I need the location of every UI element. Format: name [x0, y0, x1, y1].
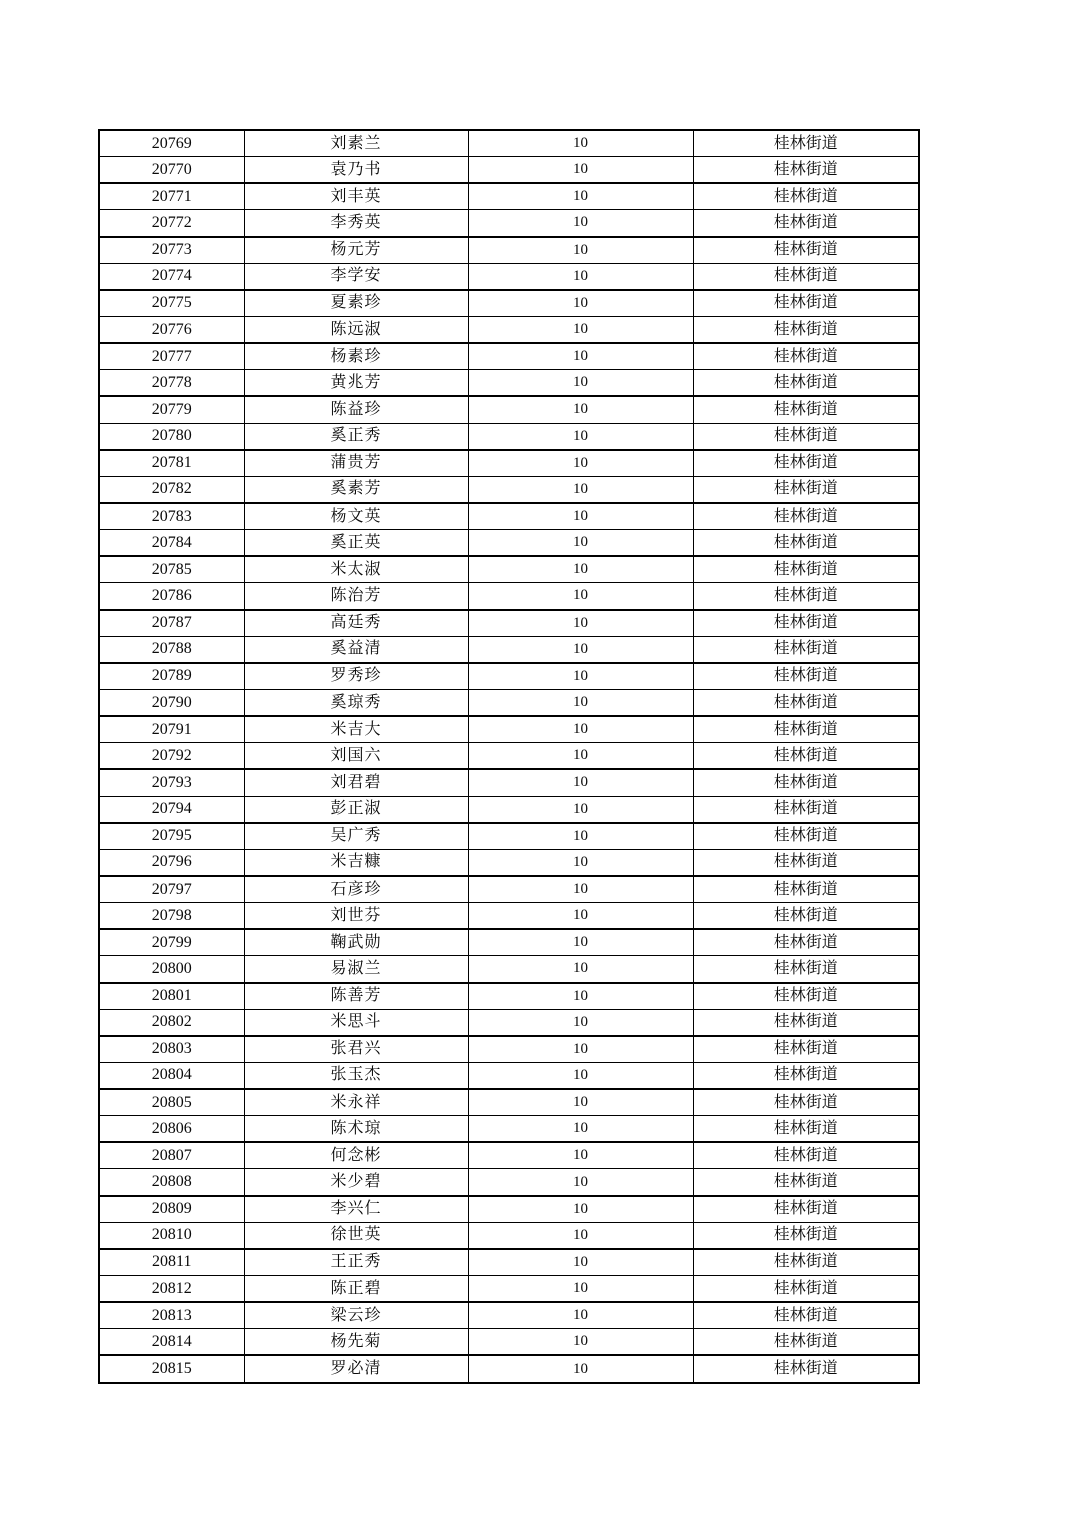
person-name-cell: 梁云珍: [244, 1302, 468, 1329]
person-name-cell: 奚正秀: [244, 423, 468, 450]
person-name-cell: 李秀英: [244, 210, 468, 237]
district-cell: 桂林街道: [693, 343, 919, 370]
district-cell: 桂林街道: [693, 1142, 919, 1169]
value-cell: 10: [468, 983, 693, 1010]
value-cell: 10: [468, 157, 693, 184]
table-row: [99, 743, 919, 770]
district-cell: 桂林街道: [693, 1116, 919, 1143]
person-name-cell: 刘君碧: [244, 769, 468, 796]
district-cell: 桂林街道: [693, 636, 919, 663]
table-row: [99, 983, 919, 1010]
row-id-cell: 20812: [99, 1276, 244, 1303]
table-row: [99, 1009, 919, 1036]
row-id-cell: 20795: [99, 823, 244, 850]
district-cell: 桂林街道: [693, 157, 919, 184]
table-row: [99, 956, 919, 983]
value-cell: 10: [468, 876, 693, 903]
row-id-cell: 20793: [99, 769, 244, 796]
value-cell: 10: [468, 1089, 693, 1116]
table-row: [99, 929, 919, 956]
person-name-cell: 罗必清: [244, 1355, 468, 1383]
district-cell: 桂林街道: [693, 903, 919, 930]
district-cell: 桂林街道: [693, 983, 919, 1010]
value-cell: 10: [468, 956, 693, 983]
person-name-cell: 夏素珍: [244, 290, 468, 317]
row-id-cell: 20802: [99, 1009, 244, 1036]
row-id-cell: 20797: [99, 876, 244, 903]
table-row: [99, 769, 919, 796]
district-cell: 桂林街道: [693, 929, 919, 956]
table-row: [99, 423, 919, 450]
district-cell: 桂林街道: [693, 476, 919, 503]
value-cell: 10: [468, 290, 693, 317]
row-id-cell: 20770: [99, 157, 244, 184]
district-cell: 桂林街道: [693, 823, 919, 850]
district-cell: 桂林街道: [693, 876, 919, 903]
district-cell: 桂林街道: [693, 1036, 919, 1063]
person-name-cell: 鞠武勋: [244, 929, 468, 956]
row-id-cell: 20777: [99, 343, 244, 370]
roster-table-body: [99, 130, 919, 1383]
table-row: [99, 130, 919, 157]
person-name-cell: 陈善芳: [244, 983, 468, 1010]
person-name-cell: 陈正碧: [244, 1276, 468, 1303]
value-cell: 10: [468, 1249, 693, 1276]
value-cell: 10: [468, 476, 693, 503]
table-row: [99, 157, 919, 184]
value-cell: 10: [468, 1142, 693, 1169]
table-row: [99, 849, 919, 876]
table-row: [99, 183, 919, 210]
person-name-cell: 张玉杰: [244, 1062, 468, 1089]
table-row: [99, 1276, 919, 1303]
person-name-cell: 高廷秀: [244, 610, 468, 637]
district-cell: 桂林街道: [693, 556, 919, 583]
value-cell: 10: [468, 823, 693, 850]
row-id-cell: 20772: [99, 210, 244, 237]
district-cell: 桂林街道: [693, 130, 919, 157]
person-name-cell: 蒲贵芳: [244, 450, 468, 477]
row-id-cell: 20801: [99, 983, 244, 1010]
value-cell: 10: [468, 1116, 693, 1143]
district-cell: 桂林街道: [693, 396, 919, 423]
district-cell: 桂林街道: [693, 263, 919, 290]
row-id-cell: 20796: [99, 849, 244, 876]
district-cell: 桂林街道: [693, 610, 919, 637]
table-row: [99, 1302, 919, 1329]
value-cell: 10: [468, 1329, 693, 1356]
value-cell: 10: [468, 663, 693, 690]
person-name-cell: 彭正淑: [244, 796, 468, 823]
table-row: [99, 476, 919, 503]
table-row: [99, 396, 919, 423]
table-row: [99, 370, 919, 397]
table-row: [99, 210, 919, 237]
person-name-cell: 杨先菊: [244, 1329, 468, 1356]
person-name-cell: 李兴仁: [244, 1196, 468, 1223]
row-id-cell: 20780: [99, 423, 244, 450]
person-name-cell: 米永祥: [244, 1089, 468, 1116]
table-row: [99, 316, 919, 343]
table-row: [99, 1196, 919, 1223]
row-id-cell: 20771: [99, 183, 244, 210]
table-row: [99, 343, 919, 370]
table-row: [99, 530, 919, 557]
district-cell: 桂林街道: [693, 1196, 919, 1223]
value-cell: 10: [468, 610, 693, 637]
row-id-cell: 20788: [99, 636, 244, 663]
person-name-cell: 何念彬: [244, 1142, 468, 1169]
value-cell: 10: [468, 556, 693, 583]
row-id-cell: 20782: [99, 476, 244, 503]
row-id-cell: 20804: [99, 1062, 244, 1089]
value-cell: 10: [468, 796, 693, 823]
row-id-cell: 20806: [99, 1116, 244, 1143]
district-cell: 桂林街道: [693, 210, 919, 237]
table-row: [99, 1329, 919, 1356]
value-cell: 10: [468, 769, 693, 796]
person-name-cell: 陈治芳: [244, 583, 468, 610]
person-name-cell: 米思斗: [244, 1009, 468, 1036]
table-row: [99, 583, 919, 610]
table-row: [99, 636, 919, 663]
row-id-cell: 20778: [99, 370, 244, 397]
person-name-cell: 陈术琼: [244, 1116, 468, 1143]
person-name-cell: 刘国六: [244, 743, 468, 770]
row-id-cell: 20790: [99, 689, 244, 716]
row-id-cell: 20789: [99, 663, 244, 690]
value-cell: 10: [468, 530, 693, 557]
value-cell: 10: [468, 1222, 693, 1249]
value-cell: 10: [468, 1062, 693, 1089]
district-cell: 桂林街道: [693, 423, 919, 450]
row-id-cell: 20769: [99, 130, 244, 157]
table-row: [99, 689, 919, 716]
district-cell: 桂林街道: [693, 1355, 919, 1383]
value-cell: 10: [468, 1355, 693, 1383]
value-cell: 10: [468, 1276, 693, 1303]
row-id-cell: 20800: [99, 956, 244, 983]
person-name-cell: 奚正英: [244, 530, 468, 557]
value-cell: 10: [468, 263, 693, 290]
value-cell: 10: [468, 636, 693, 663]
value-cell: 10: [468, 396, 693, 423]
value-cell: 10: [468, 1169, 693, 1196]
row-id-cell: 20776: [99, 316, 244, 343]
table-row: [99, 1116, 919, 1143]
value-cell: 10: [468, 1036, 693, 1063]
row-id-cell: 20799: [99, 929, 244, 956]
row-id-cell: 20786: [99, 583, 244, 610]
row-id-cell: 20813: [99, 1302, 244, 1329]
value-cell: 10: [468, 370, 693, 397]
row-id-cell: 20798: [99, 903, 244, 930]
row-id-cell: 20809: [99, 1196, 244, 1223]
person-name-cell: 刘丰英: [244, 183, 468, 210]
row-id-cell: 20784: [99, 530, 244, 557]
row-id-cell: 20810: [99, 1222, 244, 1249]
value-cell: 10: [468, 237, 693, 264]
table-row: [99, 796, 919, 823]
table-row: [99, 1142, 919, 1169]
row-id-cell: 20779: [99, 396, 244, 423]
district-cell: 桂林街道: [693, 1329, 919, 1356]
person-name-cell: 吴广秀: [244, 823, 468, 850]
row-id-cell: 20785: [99, 556, 244, 583]
person-name-cell: 奚益清: [244, 636, 468, 663]
district-cell: 桂林街道: [693, 1062, 919, 1089]
district-cell: 桂林街道: [693, 716, 919, 743]
table-row: [99, 290, 919, 317]
person-name-cell: 易淑兰: [244, 956, 468, 983]
person-name-cell: 张君兴: [244, 1036, 468, 1063]
table-row: [99, 610, 919, 637]
row-id-cell: 20803: [99, 1036, 244, 1063]
row-id-cell: 20775: [99, 290, 244, 317]
person-name-cell: 李学安: [244, 263, 468, 290]
value-cell: 10: [468, 903, 693, 930]
table-row: [99, 1355, 919, 1383]
person-name-cell: 袁乃书: [244, 157, 468, 184]
table-row: [99, 503, 919, 530]
value-cell: 10: [468, 183, 693, 210]
table-row: [99, 1062, 919, 1089]
value-cell: 10: [468, 743, 693, 770]
person-name-cell: 陈远淑: [244, 316, 468, 343]
row-id-cell: 20791: [99, 716, 244, 743]
district-cell: 桂林街道: [693, 1302, 919, 1329]
district-cell: 桂林街道: [693, 1249, 919, 1276]
table-row: [99, 1249, 919, 1276]
value-cell: 10: [468, 316, 693, 343]
table-row: [99, 1169, 919, 1196]
row-id-cell: 20815: [99, 1355, 244, 1383]
person-name-cell: 刘素兰: [244, 130, 468, 157]
row-id-cell: 20807: [99, 1142, 244, 1169]
person-name-cell: 米吉糠: [244, 849, 468, 876]
table-row: [99, 903, 919, 930]
district-cell: 桂林街道: [693, 1089, 919, 1116]
value-cell: 10: [468, 423, 693, 450]
person-name-cell: 米少碧: [244, 1169, 468, 1196]
roster-table: [98, 129, 920, 1384]
value-cell: 10: [468, 583, 693, 610]
row-id-cell: 20811: [99, 1249, 244, 1276]
district-cell: 桂林街道: [693, 663, 919, 690]
row-id-cell: 20805: [99, 1089, 244, 1116]
value-cell: 10: [468, 716, 693, 743]
row-id-cell: 20792: [99, 743, 244, 770]
person-name-cell: 奚琼秀: [244, 689, 468, 716]
person-name-cell: 石彦珍: [244, 876, 468, 903]
value-cell: 10: [468, 210, 693, 237]
table-row: [99, 263, 919, 290]
row-id-cell: 20808: [99, 1169, 244, 1196]
person-name-cell: 陈益珍: [244, 396, 468, 423]
district-cell: 桂林街道: [693, 370, 919, 397]
row-id-cell: 20794: [99, 796, 244, 823]
value-cell: 10: [468, 689, 693, 716]
value-cell: 10: [468, 1009, 693, 1036]
table-row: [99, 716, 919, 743]
table-row: [99, 1222, 919, 1249]
person-name-cell: 杨素珍: [244, 343, 468, 370]
table-row: [99, 663, 919, 690]
value-cell: 10: [468, 929, 693, 956]
row-id-cell: 20814: [99, 1329, 244, 1356]
district-cell: 桂林街道: [693, 1222, 919, 1249]
person-name-cell: 黄兆芳: [244, 370, 468, 397]
district-cell: 桂林街道: [693, 1276, 919, 1303]
table-row: [99, 556, 919, 583]
district-cell: 桂林街道: [693, 689, 919, 716]
value-cell: 10: [468, 849, 693, 876]
district-cell: 桂林街道: [693, 769, 919, 796]
person-name-cell: 王正秀: [244, 1249, 468, 1276]
person-name-cell: 杨元芳: [244, 237, 468, 264]
district-cell: 桂林街道: [693, 237, 919, 264]
person-name-cell: 米吉大: [244, 716, 468, 743]
district-cell: 桂林街道: [693, 849, 919, 876]
district-cell: 桂林街道: [693, 1169, 919, 1196]
district-cell: 桂林街道: [693, 743, 919, 770]
district-cell: 桂林街道: [693, 796, 919, 823]
value-cell: 10: [468, 1196, 693, 1223]
value-cell: 10: [468, 343, 693, 370]
district-cell: 桂林街道: [693, 583, 919, 610]
row-id-cell: 20773: [99, 237, 244, 264]
person-name-cell: 徐世英: [244, 1222, 468, 1249]
row-id-cell: 20781: [99, 450, 244, 477]
row-id-cell: 20787: [99, 610, 244, 637]
person-name-cell: 刘世芬: [244, 903, 468, 930]
value-cell: 10: [468, 1302, 693, 1329]
row-id-cell: 20783: [99, 503, 244, 530]
district-cell: 桂林街道: [693, 530, 919, 557]
district-cell: 桂林街道: [693, 290, 919, 317]
table-row: [99, 237, 919, 264]
row-id-cell: 20774: [99, 263, 244, 290]
person-name-cell: 米太淑: [244, 556, 468, 583]
district-cell: 桂林街道: [693, 1009, 919, 1036]
person-name-cell: 罗秀珍: [244, 663, 468, 690]
district-cell: 桂林街道: [693, 316, 919, 343]
value-cell: 10: [468, 130, 693, 157]
table-row: [99, 876, 919, 903]
table-row: [99, 1036, 919, 1063]
table-row: [99, 450, 919, 477]
value-cell: 10: [468, 450, 693, 477]
person-name-cell: 奚素芳: [244, 476, 468, 503]
value-cell: 10: [468, 503, 693, 530]
district-cell: 桂林街道: [693, 450, 919, 477]
table-row: [99, 1089, 919, 1116]
district-cell: 桂林街道: [693, 183, 919, 210]
table-row: [99, 823, 919, 850]
district-cell: 桂林街道: [693, 503, 919, 530]
district-cell: 桂林街道: [693, 956, 919, 983]
person-name-cell: 杨文英: [244, 503, 468, 530]
